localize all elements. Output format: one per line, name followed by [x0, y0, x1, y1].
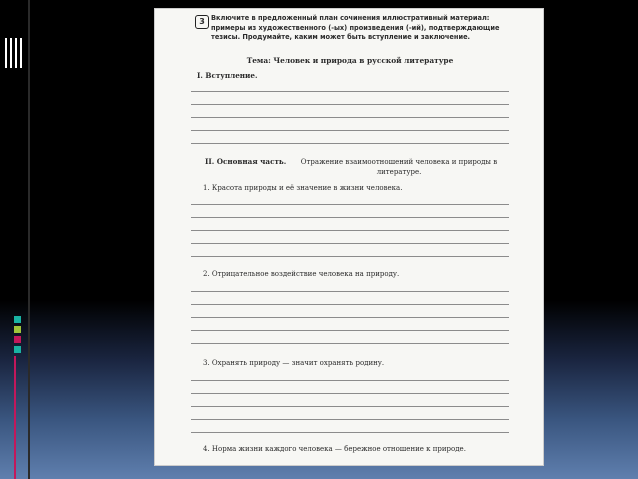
- answer-line: [191, 393, 509, 394]
- answer-line: [191, 130, 509, 131]
- answer-line: [191, 243, 509, 244]
- answer-line: [191, 143, 509, 144]
- answer-line: [191, 91, 509, 92]
- main-part-label: II. Основная часть.: [205, 157, 287, 166]
- answer-line: [191, 117, 509, 118]
- decorative-vertical-line: [28, 0, 30, 479]
- answer-line: [191, 256, 509, 257]
- answer-line: [191, 230, 509, 231]
- main-part-description: Отражение взаимоотношений человека и природы в литературе.: [300, 158, 498, 176]
- worksheet-page: [154, 8, 544, 466]
- plan-point-3: 3. Охранять природу — значит охранять родину.: [203, 359, 385, 367]
- plan-point-1: 1. Красота природы и её значение в жизни человека.: [203, 184, 403, 192]
- plan-point-2: 2. Отрицательное воздействие человека на природу.: [203, 270, 400, 278]
- answer-line: [191, 317, 509, 318]
- intro-heading: I. Вступление.: [197, 71, 258, 80]
- plan-point-4: 4. Норма жизни каждого человека — бережное отношение к природе.: [203, 445, 466, 453]
- essay-topic: Тема: Человек и природа в русской литературе: [246, 56, 454, 65]
- answer-line: [191, 104, 509, 105]
- answer-line: [191, 217, 509, 218]
- answer-line: [191, 204, 509, 205]
- task-number-badge: 3: [195, 15, 209, 29]
- answer-line: [191, 304, 509, 305]
- answer-line: [191, 330, 509, 331]
- main-part-heading: [205, 157, 286, 166]
- answer-line: [191, 343, 509, 344]
- answer-line: [191, 406, 509, 407]
- decorative-red-line: [14, 356, 16, 479]
- answer-line: [191, 291, 509, 292]
- answer-line: [191, 419, 509, 420]
- task-instruction: Включите в предложенный план сочинения иллюстративный материал: примеры из художественного (-ых) произведения (-ий), подтверждающие тезисы. Продумайте, каким может быть вступление и заключение.: [211, 14, 500, 41]
- answer-line: [191, 380, 509, 381]
- answer-line: [191, 432, 509, 433]
